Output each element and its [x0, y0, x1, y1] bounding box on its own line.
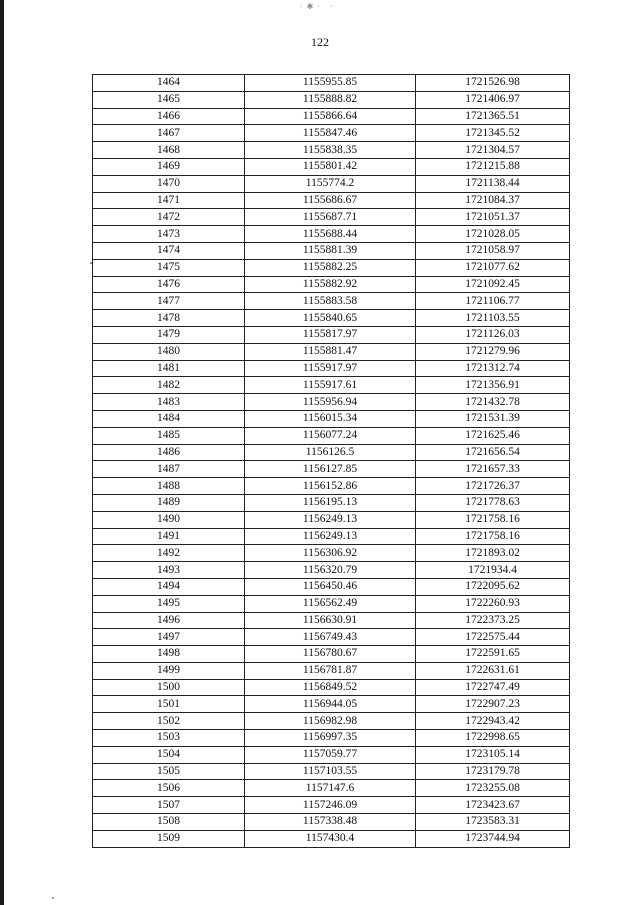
table-row	[93, 612, 570, 629]
y-coordinate-cell: 1722575.44	[416, 629, 570, 646]
y-coordinate-cell: 1721077.62	[416, 259, 570, 276]
x-coordinate-cell: 1156195.13	[245, 494, 416, 511]
table-row	[93, 494, 570, 511]
y-coordinate-cell: 1722943.42	[416, 713, 570, 730]
x-coordinate-cell: 1155888.82	[245, 91, 416, 108]
y-coordinate-cell: 1721279.96	[416, 343, 570, 360]
y-coordinate-cell: 1721304.57	[416, 142, 570, 159]
table-row	[93, 814, 570, 831]
point-number-cell: 1498	[93, 646, 245, 663]
x-coordinate-cell: 1156781.87	[245, 662, 416, 679]
x-coordinate-cell: 1156015.34	[245, 410, 416, 427]
y-coordinate-cell: 1722998.65	[416, 730, 570, 747]
table-row	[93, 158, 570, 175]
point-number-cell: 1472	[93, 209, 245, 226]
table-row	[93, 226, 570, 243]
point-number-cell: 1476	[93, 276, 245, 293]
point-number-cell: 1481	[93, 360, 245, 377]
x-coordinate-cell: 1155838.35	[245, 142, 416, 159]
table-row	[93, 461, 570, 478]
point-number-cell: 1489	[93, 494, 245, 511]
coordinates-table-body	[93, 75, 570, 848]
y-coordinate-cell: 1721312.74	[416, 360, 570, 377]
y-coordinate-cell: 1721531.39	[416, 410, 570, 427]
y-coordinate-cell: 1721356.91	[416, 377, 570, 394]
point-number-cell: 1487	[93, 461, 245, 478]
point-number-cell: 1482	[93, 377, 245, 394]
table-row	[93, 192, 570, 209]
x-coordinate-cell: 1156249.13	[245, 511, 416, 528]
y-coordinate-cell: 1721432.78	[416, 394, 570, 411]
point-number-cell: 1473	[93, 226, 245, 243]
point-number-cell: 1509	[93, 830, 245, 847]
table-row	[93, 662, 570, 679]
x-coordinate-cell: 1157246.09	[245, 797, 416, 814]
x-coordinate-cell: 1156152.86	[245, 478, 416, 495]
y-coordinate-cell: 1722373.25	[416, 612, 570, 629]
y-coordinate-cell: 1721365.51	[416, 108, 570, 125]
x-coordinate-cell: 1156126.5	[245, 444, 416, 461]
point-number-cell: 1491	[93, 528, 245, 545]
x-coordinate-cell: 1155817.97	[245, 326, 416, 343]
table-row	[93, 763, 570, 780]
x-coordinate-cell: 1156450.46	[245, 578, 416, 595]
table-row	[93, 142, 570, 159]
table-row	[93, 780, 570, 797]
point-number-cell: 1479	[93, 326, 245, 343]
table-row	[93, 343, 570, 360]
x-coordinate-cell: 1155881.39	[245, 242, 416, 259]
point-number-cell: 1465	[93, 91, 245, 108]
x-coordinate-cell: 1155881.47	[245, 343, 416, 360]
y-coordinate-cell: 1722631.61	[416, 662, 570, 679]
y-coordinate-cell: 1721058.97	[416, 242, 570, 259]
table-row	[93, 394, 570, 411]
point-number-cell: 1474	[93, 242, 245, 259]
x-coordinate-cell: 1155883.58	[245, 293, 416, 310]
y-coordinate-cell: 1721726.37	[416, 478, 570, 495]
y-coordinate-cell: 1721934.4	[416, 562, 570, 579]
table-row	[93, 696, 570, 713]
y-coordinate-cell: 1721625.46	[416, 427, 570, 444]
table-row	[93, 578, 570, 595]
x-coordinate-cell: 1155917.97	[245, 360, 416, 377]
table-row	[93, 478, 570, 495]
table-row	[93, 242, 570, 259]
point-number-cell: 1478	[93, 310, 245, 327]
x-coordinate-cell: 1156780.67	[245, 646, 416, 663]
x-coordinate-cell: 1157103.55	[245, 763, 416, 780]
point-number-cell: 1485	[93, 427, 245, 444]
point-number-cell: 1467	[93, 125, 245, 142]
y-coordinate-cell: 1723255.08	[416, 780, 570, 797]
point-number-cell: 1469	[93, 158, 245, 175]
table-row	[93, 310, 570, 327]
x-coordinate-cell: 1156127.85	[245, 461, 416, 478]
y-coordinate-cell: 1722591.65	[416, 646, 570, 663]
point-number-cell: 1505	[93, 763, 245, 780]
table-row	[93, 276, 570, 293]
table-row	[93, 545, 570, 562]
point-number-cell: 1486	[93, 444, 245, 461]
y-coordinate-cell: 1722260.93	[416, 595, 570, 612]
y-coordinate-cell: 1722747.49	[416, 679, 570, 696]
x-coordinate-cell: 1156849.52	[245, 679, 416, 696]
table-row	[93, 646, 570, 663]
y-coordinate-cell: 1721215.88	[416, 158, 570, 175]
x-coordinate-cell: 1156749.43	[245, 629, 416, 646]
table-row	[93, 511, 570, 528]
y-coordinate-cell: 1721092.45	[416, 276, 570, 293]
x-coordinate-cell: 1155955.85	[245, 75, 416, 92]
y-coordinate-cell: 1721758.16	[416, 511, 570, 528]
table-row	[93, 629, 570, 646]
point-number-cell: 1475	[93, 259, 245, 276]
x-coordinate-cell: 1157430.4	[245, 830, 416, 847]
x-coordinate-cell: 1155866.64	[245, 108, 416, 125]
table-row	[93, 108, 570, 125]
point-number-cell: 1504	[93, 746, 245, 763]
table-row	[93, 175, 570, 192]
point-number-cell: 1490	[93, 511, 245, 528]
table-row	[93, 326, 570, 343]
point-number-cell: 1503	[93, 730, 245, 747]
x-coordinate-cell: 1155686.67	[245, 192, 416, 209]
scan-artifact-mark: ·✱· ·	[300, 2, 337, 11]
x-coordinate-cell: 1155688.44	[245, 226, 416, 243]
table-row	[93, 91, 570, 108]
x-coordinate-cell: 1156630.91	[245, 612, 416, 629]
x-coordinate-cell: 1157059.77	[245, 746, 416, 763]
table-row	[93, 713, 570, 730]
y-coordinate-cell: 1721656.54	[416, 444, 570, 461]
point-number-cell: 1494	[93, 578, 245, 595]
table-row	[93, 444, 570, 461]
table-row	[93, 360, 570, 377]
y-coordinate-cell: 1721778.63	[416, 494, 570, 511]
table-row	[93, 528, 570, 545]
table-row	[93, 259, 570, 276]
x-coordinate-cell: 1156982.98	[245, 713, 416, 730]
y-coordinate-cell: 1722907.23	[416, 696, 570, 713]
table-row	[93, 595, 570, 612]
y-coordinate-cell: 1722095.62	[416, 578, 570, 595]
x-coordinate-cell: 1155840.65	[245, 310, 416, 327]
x-coordinate-cell: 1155801.42	[245, 158, 416, 175]
table-row	[93, 75, 570, 92]
x-coordinate-cell: 1156944.05	[245, 696, 416, 713]
y-coordinate-cell: 1721106.77	[416, 293, 570, 310]
x-coordinate-cell: 1155956.94	[245, 394, 416, 411]
page-number: 122	[311, 35, 329, 49]
y-coordinate-cell: 1723105.14	[416, 746, 570, 763]
table-row	[93, 293, 570, 310]
table-row	[93, 125, 570, 142]
scan-left-edge	[0, 0, 4, 905]
point-number-cell: 1493	[93, 562, 245, 579]
y-coordinate-cell: 1723744.94	[416, 830, 570, 847]
x-coordinate-cell: 1157338.48	[245, 814, 416, 831]
x-coordinate-cell: 1155774.2	[245, 175, 416, 192]
point-number-cell: 1496	[93, 612, 245, 629]
x-coordinate-cell: 1156562.49	[245, 595, 416, 612]
table-row	[93, 730, 570, 747]
table-row	[93, 830, 570, 847]
point-number-cell: 1507	[93, 797, 245, 814]
point-number-cell: 1471	[93, 192, 245, 209]
point-number-cell: 1464	[93, 75, 245, 92]
y-coordinate-cell: 1721028.05	[416, 226, 570, 243]
point-number-cell: 1477	[93, 293, 245, 310]
y-coordinate-cell: 1721084.37	[416, 192, 570, 209]
point-number-cell: 1495	[93, 595, 245, 612]
point-number-cell: 1480	[93, 343, 245, 360]
y-coordinate-cell: 1721051.37	[416, 209, 570, 226]
y-coordinate-cell: 1721893.02	[416, 545, 570, 562]
point-number-cell: 1468	[93, 142, 245, 159]
y-coordinate-cell: 1723583.31	[416, 814, 570, 831]
table-row	[93, 746, 570, 763]
y-coordinate-cell: 1721657.33	[416, 461, 570, 478]
y-coordinate-cell: 1721526.98	[416, 75, 570, 92]
point-number-cell: 1502	[93, 713, 245, 730]
y-coordinate-cell: 1721345.52	[416, 125, 570, 142]
y-coordinate-cell: 1721103.55	[416, 310, 570, 327]
table-row	[93, 797, 570, 814]
table-row	[93, 562, 570, 579]
point-number-cell: 1508	[93, 814, 245, 831]
point-number-cell: 1492	[93, 545, 245, 562]
point-number-cell: 1484	[93, 410, 245, 427]
table-row	[93, 209, 570, 226]
x-coordinate-cell: 1155882.92	[245, 276, 416, 293]
x-coordinate-cell: 1156249.13	[245, 528, 416, 545]
point-number-cell: 1483	[93, 394, 245, 411]
point-number-cell: 1466	[93, 108, 245, 125]
x-coordinate-cell: 1156077.24	[245, 427, 416, 444]
point-number-cell: 1500	[93, 679, 245, 696]
table-row	[93, 377, 570, 394]
y-coordinate-cell: 1723423.67	[416, 797, 570, 814]
point-number-cell: 1501	[93, 696, 245, 713]
x-coordinate-cell: 1155847.46	[245, 125, 416, 142]
point-number-cell: 1488	[93, 478, 245, 495]
y-coordinate-cell: 1721758.16	[416, 528, 570, 545]
coordinates-table	[92, 74, 570, 848]
y-coordinate-cell: 1721138.44	[416, 175, 570, 192]
point-number-cell: 1470	[93, 175, 245, 192]
point-number-cell: 1497	[93, 629, 245, 646]
table-row	[93, 679, 570, 696]
y-coordinate-cell: 1723179.78	[416, 763, 570, 780]
y-coordinate-cell: 1721126.03	[416, 326, 570, 343]
x-coordinate-cell: 1156306.92	[245, 545, 416, 562]
x-coordinate-cell: 1156320.79	[245, 562, 416, 579]
y-coordinate-cell: 1721406.97	[416, 91, 570, 108]
table-row	[93, 410, 570, 427]
x-coordinate-cell: 1157147.6	[245, 780, 416, 797]
point-number-cell: 1499	[93, 662, 245, 679]
table-row	[93, 427, 570, 444]
point-number-cell: 1506	[93, 780, 245, 797]
x-coordinate-cell: 1155687.71	[245, 209, 416, 226]
x-coordinate-cell: 1155917.61	[245, 377, 416, 394]
scan-artifact-dot	[52, 897, 54, 899]
x-coordinate-cell: 1155882.25	[245, 259, 416, 276]
x-coordinate-cell: 1156997.35	[245, 730, 416, 747]
